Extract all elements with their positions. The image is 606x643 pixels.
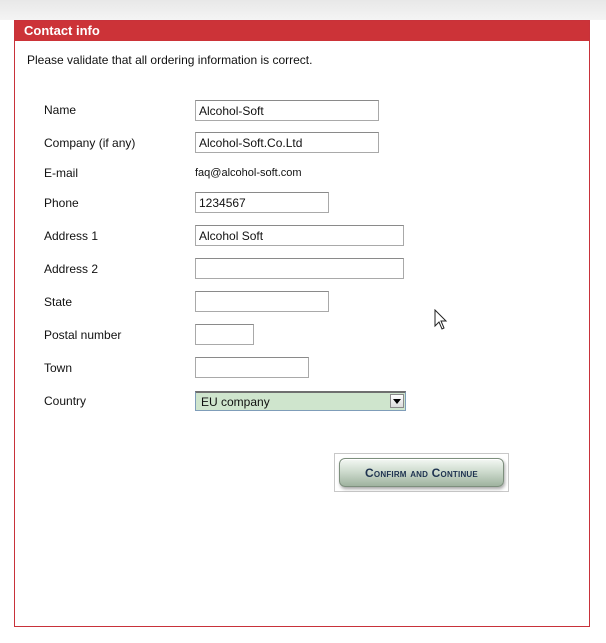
email-value: faq@alcohol-soft.com — [195, 167, 302, 179]
name-label: Name — [44, 103, 77, 117]
state-input[interactable] — [195, 291, 329, 312]
country-label: Country — [44, 394, 87, 408]
intro-text: Please validate that all ordering information is correct. — [27, 53, 313, 67]
postal-label: Postal number — [44, 328, 122, 342]
confirm-button-frame — [334, 453, 509, 492]
address2-label: Address 2 — [44, 262, 99, 276]
address1-label: Address 1 — [44, 229, 99, 243]
chevron-down-icon[interactable] — [390, 394, 404, 408]
postal-input[interactable] — [195, 324, 254, 345]
company-label: Company (if any) — [44, 136, 136, 150]
country-select-value: EU company — [201, 395, 270, 409]
page-top-bar — [0, 0, 606, 20]
phone-input[interactable] — [195, 192, 329, 213]
address1-input[interactable] — [195, 225, 404, 246]
town-label: Town — [44, 361, 73, 375]
panel-title: Contact info — [15, 21, 589, 41]
contact-info-panel — [14, 20, 590, 627]
address2-input[interactable] — [195, 258, 404, 279]
state-label: State — [44, 295, 73, 309]
confirm-and-continue-button[interactable]: Confirm and Continue — [339, 458, 504, 487]
company-input[interactable] — [195, 132, 379, 153]
town-input[interactable] — [195, 357, 309, 378]
phone-label: Phone — [44, 196, 79, 210]
country-select[interactable] — [195, 391, 406, 411]
mouse-pointer-icon — [434, 309, 448, 331]
email-label: E-mail — [44, 166, 79, 180]
name-input[interactable] — [195, 100, 379, 121]
